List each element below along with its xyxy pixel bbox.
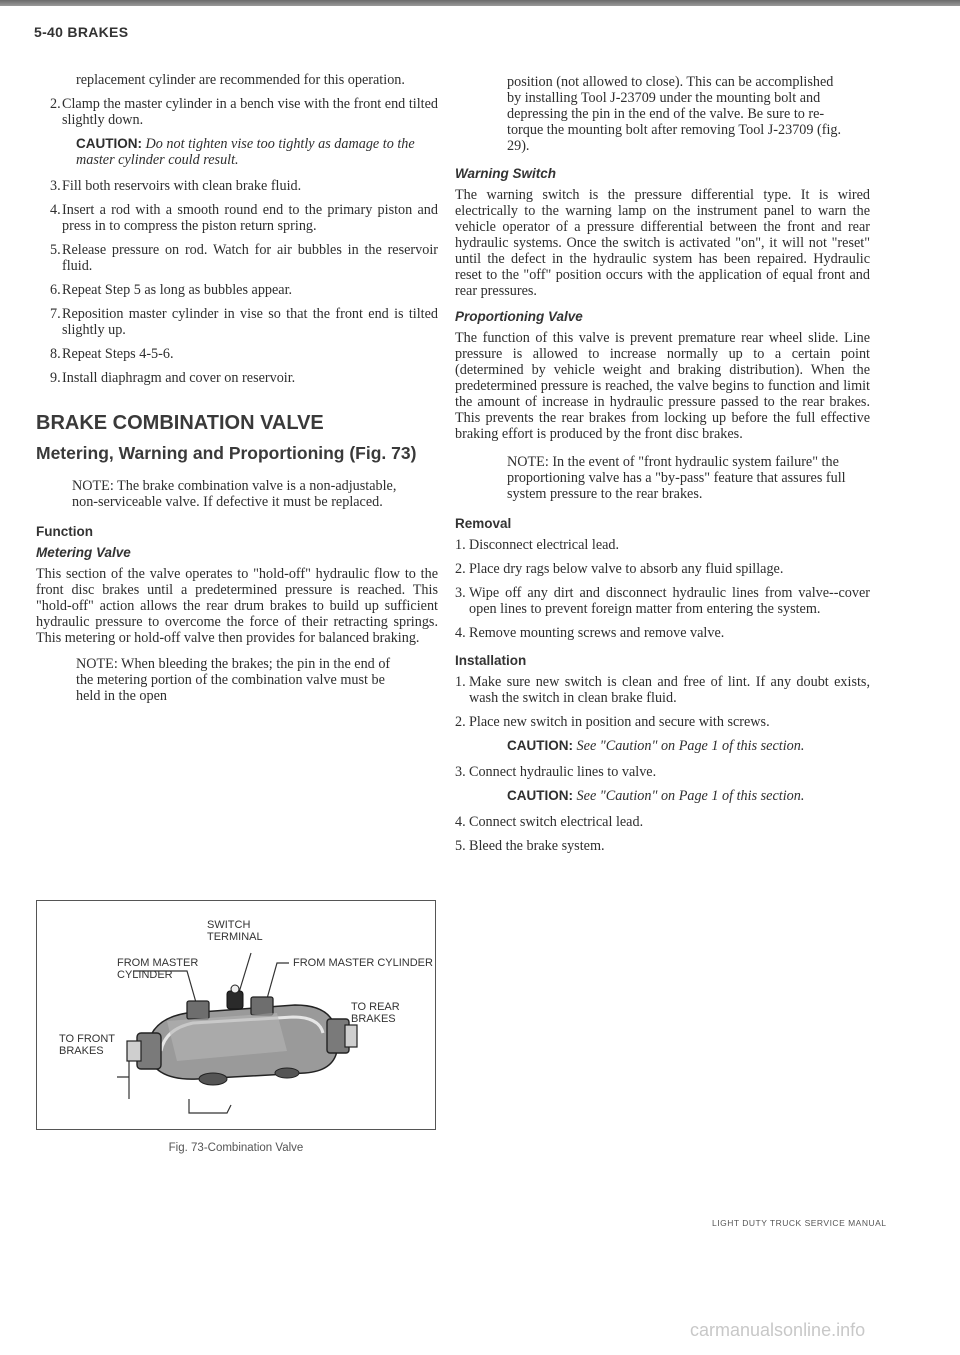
subsection-heading: Metering, Warning and Proportioning (Fig. 73) [36,443,417,463]
caution-text: See "Caution" on Page 1 of this section. [576,738,805,754]
proportioning-text: The function of this valve is prevent premature rear wheel slide. Line pressure is allowed to increase normally up to a certain point (determined by vehicle weight and braking distribution). When the predetermined pressure is reached, the valve begins to function and limit the amount of increase in hydraulic pressure passed to the rear brakes. This prevents the rear brakes from locking up before the full effective braking effort is produced by the front disc brakes. [455,330,870,442]
footer: LIGHT DUTY TRUCK SERVICE MANUAL [712,1218,887,1228]
step-item [455,537,870,553]
step-text: Release pressure on rod. Watch for air bubbles in the reservoir fluid. [62,242,438,274]
step-number: 6. [50,282,61,298]
step-item [455,625,870,641]
step-text: Clamp the master cylinder in a bench vise with the front end tilted slightly down. [62,96,438,128]
warning-switch-text: The warning switch is the pressure differential type. It is wired electrically to the warning lamp on the instrument panel to warn the vehicle operator of a pressure differential between the front and rear hydraulic systems. Once the switch is activated "on", it will not "reset" until the defect in the hydraulic system has been repaired. Hydraulic reset to the "off" position occurs with the application of equal front and rear pressures. [455,187,870,299]
step-number: 9. [50,370,61,386]
caution-label: CAUTION: [507,738,573,753]
step-text: Connect switch electrical lead. [469,814,644,830]
caution-note [62,136,438,168]
step-number: 4. [455,814,466,830]
step-number: 4. [455,625,466,641]
metering-text: This section of the valve operates to "hold-off" hydraulic flow to the front disc brakes until a predetermined pressure is reached. This "hold-off" action allows the rear drum brakes to build up sufficient hydraulic pressure to overcome the force of their retracting springs. This metering or hold-off valve then provides for balanced braking. [36,566,438,646]
step-item [455,674,870,706]
proportioning-heading: Proportioning Valve [455,309,583,324]
figure-combination-valve [36,900,436,1130]
note: NOTE: The brake combination valve is a non-adjustable, non-serviceable valve. If defective it must be replaced. [72,478,397,510]
caution-text: Do not tighten vise too tightly as damage to the master cylinder could result. [76,136,415,168]
step-number: 2. [455,561,466,577]
step-text: Wipe off any dirt and disconnect hydraulic lines from valve--cover open lines to prevent foreign matter from entering the system. [469,585,870,617]
step-number: 3. [50,178,61,194]
left-column [36,72,438,718]
step-item [20,202,438,234]
step-item [20,282,438,298]
warning-switch-heading: Warning Switch [455,166,557,181]
step-number: 3. [455,585,466,601]
step-text: Repeat Step 5 as long as bubbles appear. [62,282,293,298]
right-column [455,74,870,862]
step-item [455,838,870,854]
label-switch-terminal: SWITCH TERMINAL [207,919,263,943]
page-header: 5-40 BRAKES [34,24,129,40]
step-text: Place dry rags below valve to absorb any fluid spillage. [469,561,784,577]
step-text: Bleed the brake system. [469,838,605,854]
label-from-master-right: FROM MASTER CYLINDER [293,957,433,969]
intro-continuation: replacement cylinder are recommended for this operation. [76,72,405,88]
removal-heading: Removal [455,516,512,531]
caution-label: CAUTION: [507,788,573,803]
step-text: Repeat Steps 4-5-6. [62,346,174,362]
step-number: 1. [455,674,466,690]
removal-step-list [455,537,870,641]
step-number: 1. [455,537,466,553]
step-number: 8. [50,346,61,362]
caution-text: See "Caution" on Page 1 of this section. [576,788,805,804]
step-text: Make sure new switch is clean and free of lint. If any doubt exists, wash the switch in clean brake fluid. [469,674,870,706]
step-text: Place new switch in position and secure with screws. [469,714,770,730]
step-list [50,96,438,128]
watermark: carmanualsonline.info [690,1320,866,1340]
step-item [20,370,438,386]
note: NOTE: When bleeding the brakes; the pin in the end of the metering portion of the combination valve must be held in the open [76,656,391,704]
metering-heading: Metering Valve [36,545,131,560]
label-from-master-left: FROM MASTER CYLINDER [117,957,199,981]
label-to-front: TO FRONT BRAKES [59,1033,115,1057]
step-number: 2. [455,714,466,730]
note: NOTE: In the event of "front hydraulic system failure" the proportioning valve has a "by-pass" feature that assures full system pressure to the rear brakes. [507,454,846,502]
step-list [50,178,438,386]
note-continuation: position (not allowed to close). This can be accomplished by installing Tool J-23709 under the mounting bolt and depressing the pin in the end of the valve. Be sure to re-torque the mounting bolt after removing Tool J-23709 (fig. 29). [507,74,842,154]
function-heading: Function [36,524,93,539]
step-item [20,242,438,274]
step-text: Reposition master cylinder in vise so that the front end is tilted slightly up. [62,306,438,338]
step-item [455,714,870,730]
caution-label: CAUTION: [76,136,142,151]
step-number: 2. [50,96,61,112]
step-text: Remove mounting screws and remove valve. [469,625,725,641]
step-item [455,585,870,617]
step-number: 5. [455,838,466,854]
install-step-list [455,764,870,780]
step-text: Disconnect electrical lead. [469,537,620,553]
install-step-list [455,674,870,730]
step-text: Fill both reservoirs with clean brake fluid. [62,178,302,194]
step-number: 3. [455,764,466,780]
figure-caption: Fig. 73-Combination Valve [168,1142,304,1154]
step-item [455,764,870,780]
step-item [20,96,438,128]
installation-heading: Installation [455,653,527,668]
step-item [455,561,870,577]
caution-note [455,788,870,804]
caution-note [455,738,870,754]
step-number: 5. [50,242,61,258]
step-text: Insert a rod with a smooth round end to the primary piston and press in to compress the piston return spring. [62,202,438,234]
top-rule [0,0,960,6]
step-number: 4. [50,202,61,218]
step-item [455,814,870,830]
step-item [20,178,438,194]
step-text: Install diaphragm and cover on reservoir. [62,370,296,386]
step-item [20,306,438,338]
step-item [20,346,438,362]
section-heading: BRAKE COMBINATION VALVE [36,412,324,434]
label-to-rear: TO REAR BRAKES [351,1001,400,1025]
install-step-list [455,814,870,854]
step-text: Connect hydraulic lines to valve. [469,764,657,780]
step-number: 7. [50,306,61,322]
